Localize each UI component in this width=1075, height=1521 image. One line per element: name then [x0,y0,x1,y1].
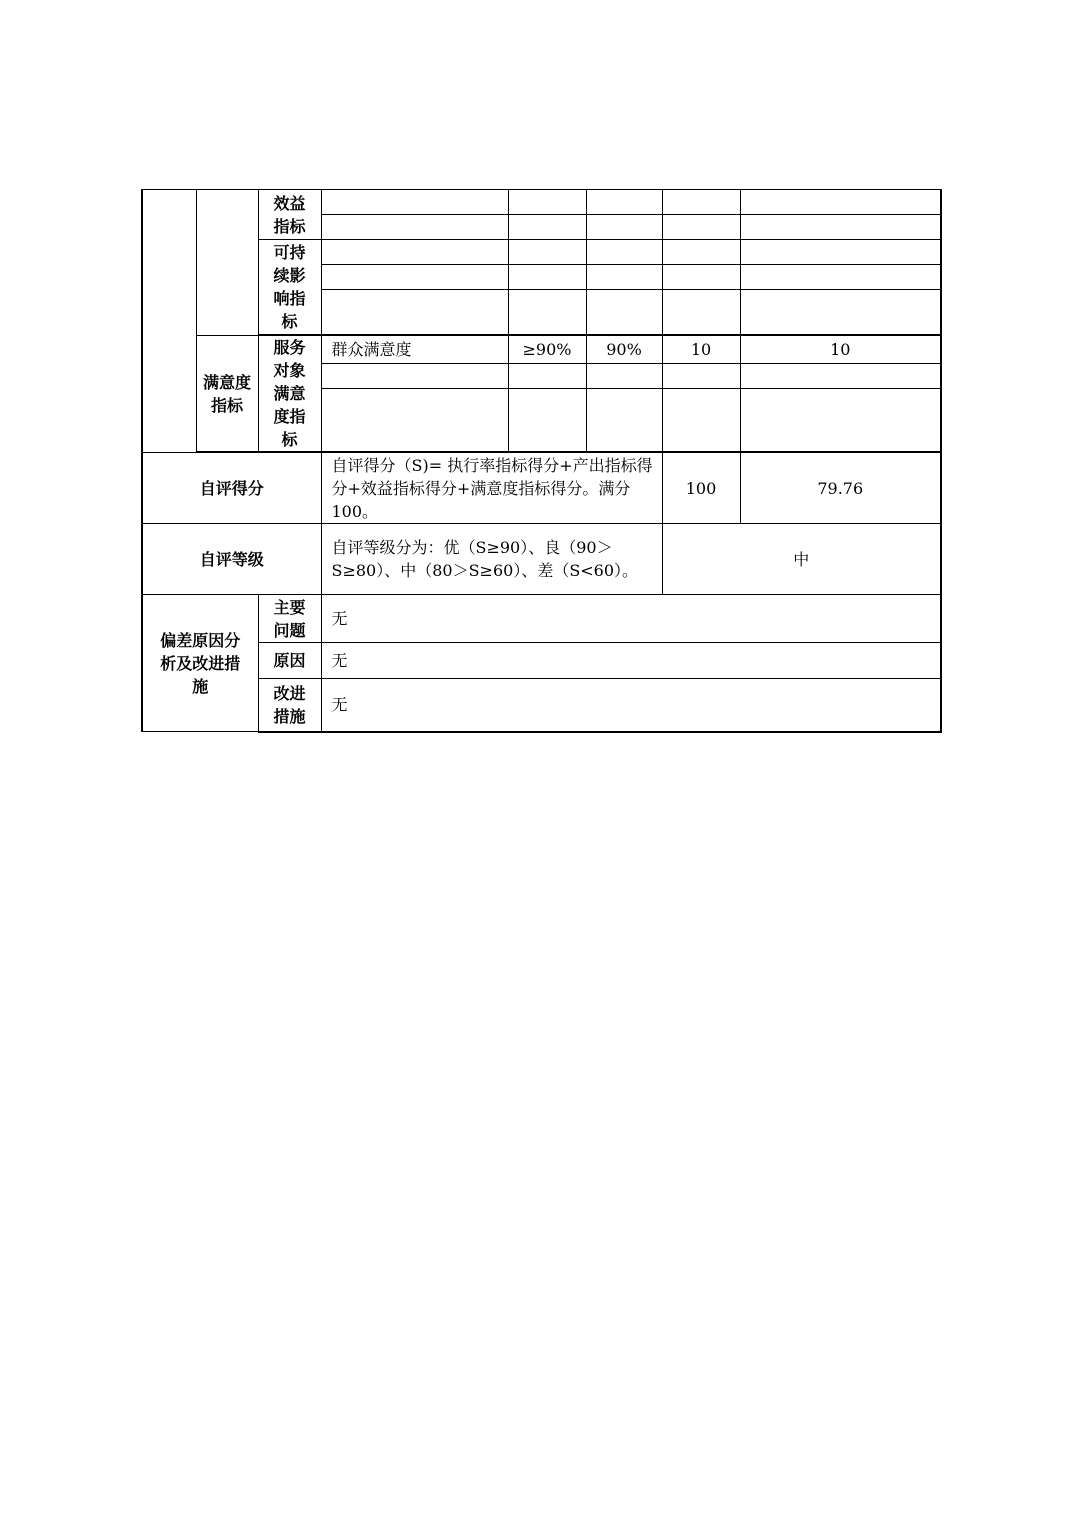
empty-cell [321,190,508,215]
empty-cell [321,290,508,335]
empty-cell [508,389,586,452]
empty-cell [586,265,662,290]
empty-cell [740,215,941,240]
reason-label: 原因 [258,643,321,679]
satisfaction-indicator-label: 满意度指标 [196,336,258,452]
empty-cell [740,265,941,290]
improvement-measure-label: 改进措施 [258,679,321,732]
satisfaction-actual: 90% [586,336,662,364]
empty-cell [321,389,508,452]
satisfaction-weight: 10 [662,336,740,364]
reason-value: 无 [321,643,941,679]
empty-cell [586,215,662,240]
empty-cell [662,364,740,389]
empty-cell [586,290,662,335]
empty-cell [508,240,586,265]
blank-category-cell [142,190,196,453]
benefit-indicator-label: 效益指标 [258,190,321,240]
empty-cell [662,265,740,290]
empty-cell [508,290,586,335]
satisfaction-target: ≥90% [508,336,586,364]
empty-cell [508,265,586,290]
blank-subcategory-cell [196,190,258,336]
empty-cell [508,190,586,215]
empty-cell [321,240,508,265]
self-score-formula: 自评得分（S)= 执行率指标得分+产出指标得分+效益指标得分+满意度指标得分。满分 100。 [321,453,662,524]
empty-cell [508,364,586,389]
main-problem-label: 主要问题 [258,595,321,643]
self-score-label: 自评得分 [142,453,321,524]
main-problem-value: 无 [321,595,941,643]
satisfaction-item-name: 群众满意度 [321,336,508,364]
self-grade-rule: 自评等级分为：优（S≥90）、良（90＞S≥80）、中（80＞S≥60）、差（S<60）。 [321,524,662,595]
evaluation-table [141,189,942,733]
sustainability-indicator-label: 可持续影响指标 [258,240,321,335]
empty-cell [740,240,941,265]
empty-cell [321,364,508,389]
empty-cell [662,215,740,240]
improvement-measure-value: 无 [321,679,941,732]
empty-cell [662,389,740,452]
empty-cell [662,290,740,335]
empty-cell [662,190,740,215]
empty-cell [740,389,941,452]
empty-cell [740,190,941,215]
satisfaction-score: 10 [740,336,941,364]
empty-cell [740,290,941,335]
empty-cell [662,240,740,265]
self-score-value: 79.76 [740,453,941,524]
empty-cell [586,190,662,215]
deviation-analysis-label: 偏差原因分析及改进措施 [142,595,258,732]
empty-cell [740,364,941,389]
empty-cell [508,215,586,240]
self-grade-label: 自评等级 [142,524,321,595]
empty-cell [586,240,662,265]
empty-cell [321,265,508,290]
self-grade-value: 中 [662,524,941,595]
empty-cell [321,215,508,240]
self-score-full: 100 [662,453,740,524]
empty-cell [586,389,662,452]
empty-cell [586,364,662,389]
service-object-satisfaction-label: 服务对象满意度指标 [258,336,321,452]
